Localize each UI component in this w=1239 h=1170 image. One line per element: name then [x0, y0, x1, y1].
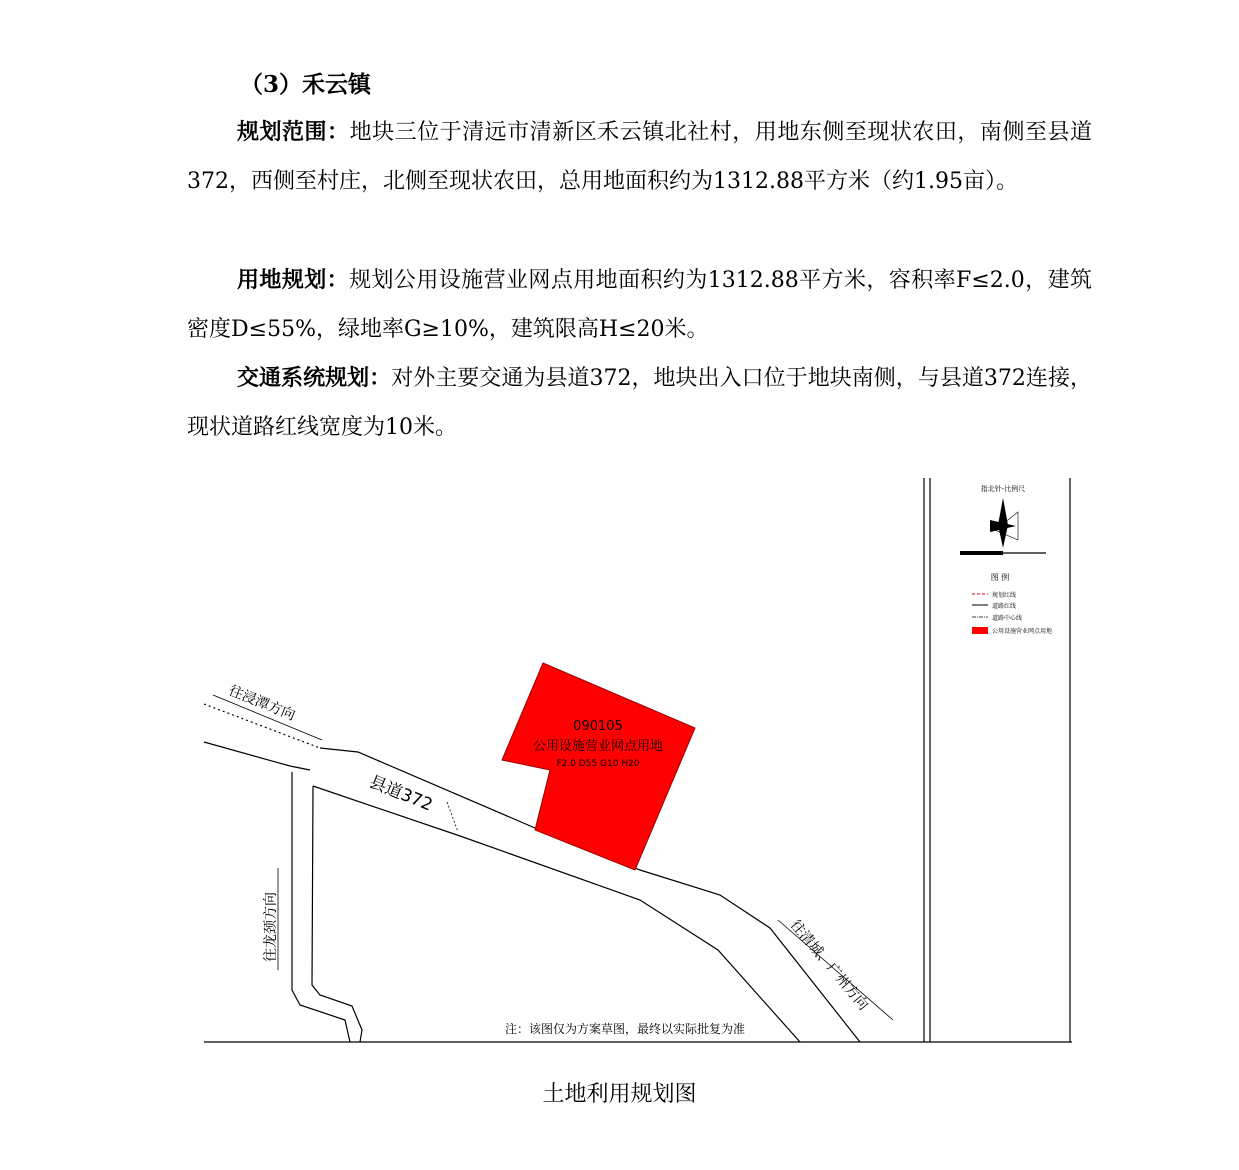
parcel-use-label: 公用设施营业网点用地 [532, 739, 664, 754]
legend-item-label: 道路红线 [992, 603, 1017, 610]
paragraph-land-use [187, 256, 1092, 354]
road-label: 县道372 [366, 772, 436, 816]
map-note: 注：该图仅为方案草图，最终以实际批复为准 [504, 1022, 746, 1036]
paragraph-planning-scope [187, 108, 1092, 206]
compass-title: 指北针-比例尺 [980, 485, 1026, 493]
direction-label-southwest: 往龙颈方向 [263, 892, 279, 962]
legend [972, 591, 1052, 635]
legend-symbol [972, 627, 988, 634]
paragraph-label: 用地规划： [237, 267, 350, 293]
north-arrow-icon [990, 498, 1018, 548]
road-edge-south [204, 742, 310, 770]
scale-bar-segment [960, 551, 1003, 555]
parcel-indices-label: F2.0 D55 G10 H20 [556, 759, 640, 769]
legend-item-label: 规划红线 [992, 592, 1017, 599]
figure-caption: 土地利用规划图 [542, 1082, 697, 1107]
side-road-edge [292, 772, 350, 1042]
paragraph-traffic [187, 354, 1092, 452]
section-heading: （3）禾云镇 [240, 71, 372, 98]
legend-item-label: 道路中心线 [992, 615, 1023, 622]
paragraph-label: 交通系统规划： [237, 365, 392, 391]
direction-arrow [778, 920, 893, 1020]
land-use-plan-map [0, 470, 1239, 1060]
road-center-mark [447, 802, 458, 832]
paragraph-label: 规划范围： [237, 119, 350, 145]
direction-label-southeast: 往清城、广州方向 [786, 917, 872, 1014]
side-road-edge [312, 786, 362, 1042]
legend-item-label: 公用设施营业网点用地 [992, 628, 1053, 635]
legend-title: 图 例 [990, 573, 1010, 582]
parcel-code-label: 090105 [573, 719, 623, 734]
paragraph-text: 地块三位于清远市清新区禾云镇北社村，用地东侧至现状农田，南侧至县道372，西侧至村庄，北侧至现状农田，总用地面积约为1312.88平方米（约1.95亩）。 [187, 120, 1092, 194]
paragraph-text: 对外主要交通为县道372，地块出入口位于地块南侧，与县道372连接，现状道路红线宽度为10米。 [187, 366, 1092, 440]
paragraph-text: 规划公用设施营业网点用地面积约为1312.88平方米，容积率F≤2.0，建筑密度D≤55%，绿地率G≥10%，建筑限高H≤20米。 [187, 268, 1092, 342]
direction-label-northwest: 往浸潭方向 [226, 682, 298, 724]
